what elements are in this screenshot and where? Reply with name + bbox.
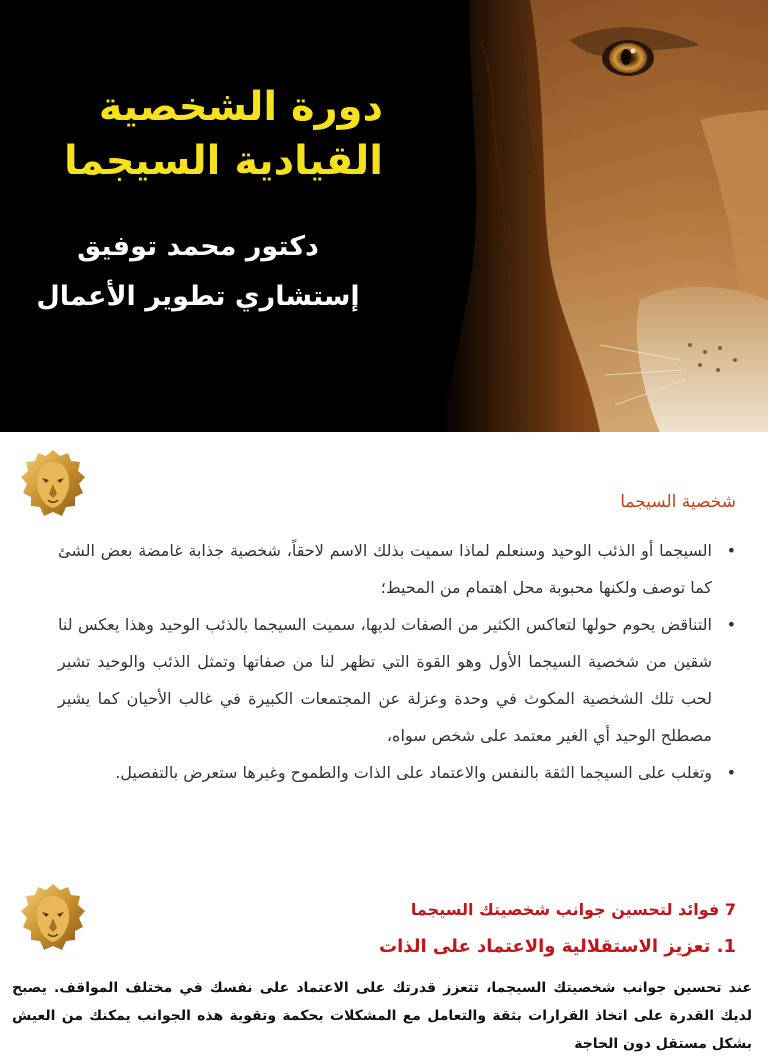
bullet-item: • السيجما أو الذئب الوحيد وسنعلم لماذا سميت بذلك الاسم لاحقاً، شخصية جذابة غامضة بعض الشئ كما توصف ولكنها محبوبة محل اهتمام من المحيط؛ bbox=[58, 532, 738, 606]
author-title: إستشاري تطوير الأعمال bbox=[36, 281, 360, 312]
benefit-paragraph: عند تحسين جوانب شخصيتك السيجما، تتعزز قدرتك على الاعتماد على نفسك في مختلف المواقف. يصبح لديك القدرة على اتخاذ القرارات بثقة والتعامل مع المشكلات بحكمة وتقوية هذه الجوانب يمكنك من العيش بشكل مستقل دون الحاجة bbox=[12, 980, 752, 1052]
gold-lion-head-icon bbox=[20, 448, 86, 522]
course-title-line-1: دورة الشخصية bbox=[98, 84, 383, 130]
bullet-item: • وتغلب على السيجما الثقة بالنفس والاعتماد على الذات والطموح وغيرها ستعرض بالتفصيل. bbox=[58, 754, 738, 791]
benefits-page bbox=[0, 862, 768, 1052]
gold-lion-head-icon bbox=[20, 882, 86, 956]
bullet-list bbox=[58, 532, 738, 791]
benefit-subheading: 1. تعزيز الاستقلالية والاعتماد على الذات bbox=[379, 936, 736, 957]
section-heading: شخصية السيجما bbox=[620, 492, 736, 512]
course-title-line-2: القيادية السيجما bbox=[63, 138, 383, 184]
lion-face-image bbox=[0, 0, 768, 432]
author-block bbox=[8, 222, 388, 322]
author-name: دكتور محمد توفيق bbox=[77, 231, 319, 262]
course-title bbox=[3, 80, 383, 188]
cover-slide bbox=[0, 0, 768, 432]
benefits-heading: 7 فوائد لتحسين جوانب شخصيتك السيجما bbox=[410, 900, 736, 919]
sigma-personality-page bbox=[0, 432, 768, 862]
bullet-item: • التناقض يحوم حولها لتعاكس الكثير من الصفات لديها، سميت السيجما بالذئب الوحيد وهذا يعكس لنا شقين من شخصية السيجما الأول وهو القوة التي تظهر لنا من صفاتها وتمثل الذئب والوحيد تشير لحب تلك الشخصية المكوث في وحدة وعزلة عن المجتمعات الكبيرة في غالب الأحيان كما يشير مصطلح الوحيد أي الغير معتمد على شخص سواه، bbox=[58, 606, 738, 754]
